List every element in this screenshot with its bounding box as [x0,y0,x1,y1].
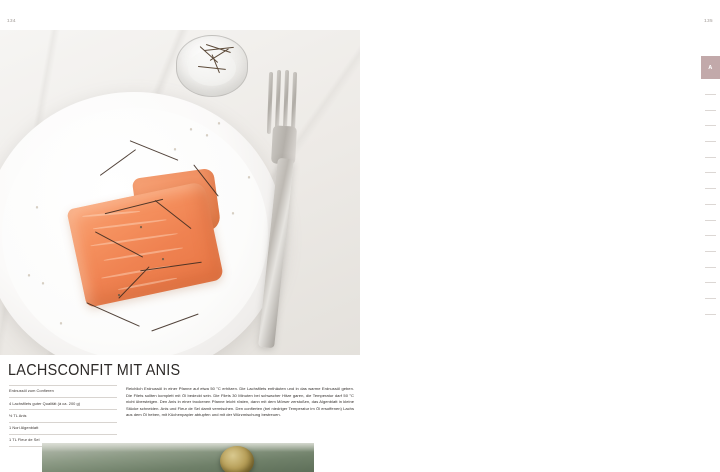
spice-coin-photo [42,443,314,472]
list-item: 1 TL Fleur de Sel [9,435,117,447]
thumb-tab-dash[interactable] [705,267,716,268]
list-item: Erdnussöl zum Confieren [9,385,117,398]
folio-right: 135 [704,18,713,23]
thumb-tab-dash[interactable] [705,172,716,173]
thumb-tab-dash[interactable] [705,314,716,315]
thumb-tab-dash[interactable] [705,220,716,221]
thumb-tab-dash[interactable] [705,298,716,299]
thumb-tab-dash[interactable] [705,125,716,126]
salmon-confit-photo [0,30,360,355]
thumb-index[interactable] [701,56,720,314]
thumb-tab-dash[interactable] [705,188,716,189]
page-title: LACHSCONFIT MIT ANIS [8,362,181,379]
thumb-tab-active[interactable]: A [701,56,720,79]
thumb-tab-dash[interactable] [705,282,716,283]
right-page [360,0,720,472]
coin [220,446,254,472]
thumb-tab-dash[interactable] [705,94,716,95]
thumb-tab-dash[interactable] [705,110,716,111]
list-item: ½ TL Anis [9,410,117,422]
folio-left: 134 [7,18,16,23]
ingredient-list [9,385,117,447]
thumb-tab-dash[interactable] [705,204,716,205]
thumb-tab-dash[interactable] [705,141,716,142]
recipe-method-text: Reichlich Erdnussöl in einer Pfanne auf etwa 50 °C erhitzen. Die Lachsfilets enthäuten und in das warme Erdnussöl geben. Die Filets sollten komplett mit Öl bedeckt sein. Die Filets 30 Minuten bei schwacher Hitze garen, die Temperatur darf 50 °C nicht übersteigen. Den Anis in einer trockenen Pfanne leicht rösten, dann mit dem Mörser zerstoßen, das Algenblatt in kleine Stücke schneiden. Anis und Fleur de Sel damit vermischen. Den confierten (bei niedriger Temperatur im Öl ersoffenen) Lachs aus dem Öl heben, mit Küchenpapier abtupfen und mit der Würzmischung bestreuen. [126,386,354,418]
thumb-tab-dash[interactable] [705,157,716,158]
list-item: 1 Nori Algenblatt [9,423,117,435]
thumb-tab-dash[interactable] [705,235,716,236]
list-item: 4 Lachsfilets guter Qualität (à ca. 200 g) [9,398,117,410]
photo-highlight [42,443,314,452]
thumb-tab-dash[interactable] [705,251,716,252]
